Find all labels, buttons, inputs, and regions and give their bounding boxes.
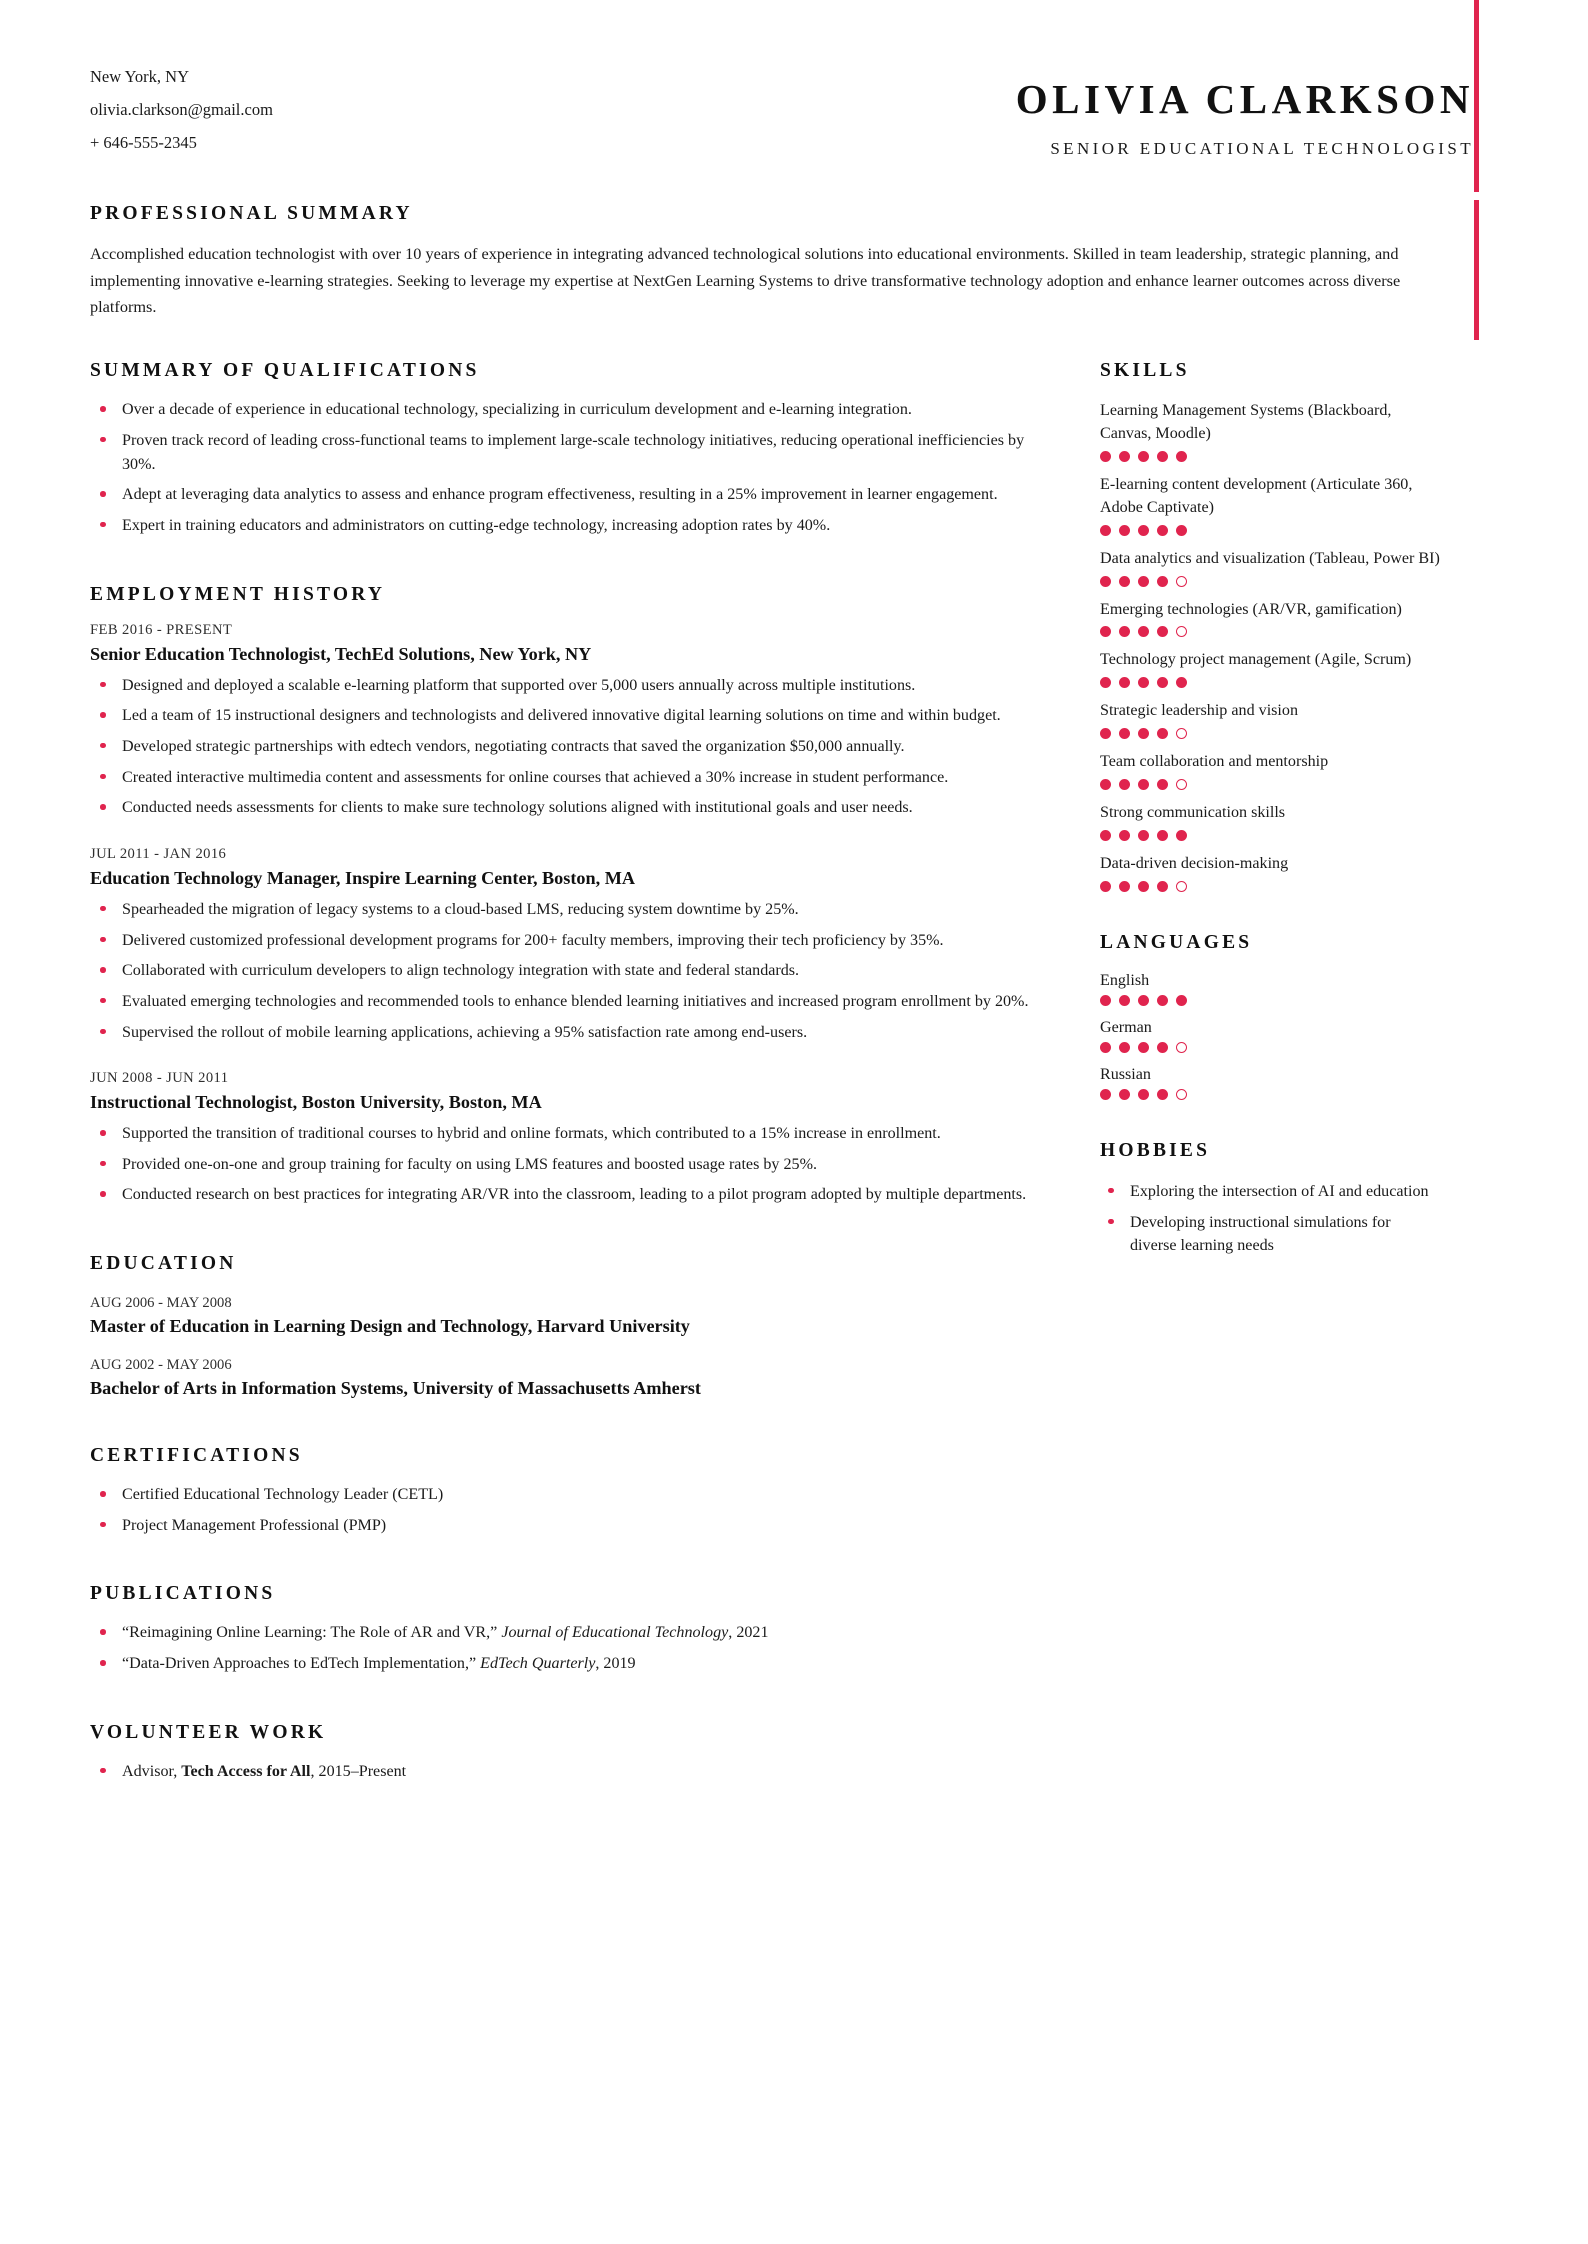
rating-dot xyxy=(1119,626,1130,637)
rating-dot xyxy=(1119,728,1130,739)
rating-dot xyxy=(1157,677,1168,688)
professional-summary-heading: PROFESSIONAL SUMMARY xyxy=(90,203,413,225)
list-item: Collaborated with curriculum developers to align technology integration with state and federal standards. xyxy=(90,959,1060,983)
list-item: Spearheaded the migration of legacy systems to a cloud-based LMS, reducing system downtime by 25%. xyxy=(90,898,1060,922)
volunteer-prefix: Advisor, xyxy=(122,1762,182,1780)
rating-dot xyxy=(1100,881,1111,892)
rating-dot xyxy=(1100,576,1111,587)
languages-section xyxy=(1100,932,1440,1100)
qualifications-heading: SUMMARY OF QUALIFICATIONS xyxy=(90,360,480,382)
rating-dot xyxy=(1138,830,1149,841)
skill-rating xyxy=(1100,576,1440,587)
certifications-section xyxy=(90,1445,1060,1537)
publication-prefix: “Reimagining Online Learning: The Role of AR and VR,” xyxy=(122,1624,502,1642)
rating-dot xyxy=(1138,525,1149,536)
rating-dot xyxy=(1119,1089,1130,1100)
skill-rating xyxy=(1100,525,1440,536)
language-rating xyxy=(1100,1089,1440,1100)
rating-dot xyxy=(1157,881,1168,892)
accent-bar-top xyxy=(1474,0,1479,192)
rating-dot xyxy=(1119,995,1130,1006)
education-entry xyxy=(90,1357,1060,1399)
list-item: Certified Educational Technology Leader (CETL) xyxy=(90,1483,1060,1507)
rating-dot xyxy=(1176,1089,1187,1100)
hobbies-heading: HOBBIES xyxy=(1100,1139,1211,1161)
list-item: Designed and deployed a scalable e-learning platform that supported over 5,000 users annually across multiple institutions. xyxy=(90,674,1060,698)
resume-content xyxy=(0,203,1588,1790)
qualifications-section xyxy=(90,360,1060,537)
skill-label: Strategic leadership and vision xyxy=(1100,702,1298,720)
rating-dot xyxy=(1157,995,1168,1006)
list-item: Evaluated emerging technologies and recommended tools to enhance blended learning initiatives and increased program enrollment by 20%. xyxy=(90,990,1060,1014)
skills-list xyxy=(1100,400,1440,891)
job-title: Education Technology Manager, Inspire Learning Center, Boston, MA xyxy=(90,867,636,888)
rating-dot xyxy=(1176,728,1187,739)
publication-suffix: , 2021 xyxy=(728,1624,769,1642)
rating-dot xyxy=(1119,451,1130,462)
candidate-name: OLIVIA CLARKSON xyxy=(1015,76,1474,122)
rating-dot xyxy=(1157,1042,1168,1053)
skill-rating xyxy=(1100,626,1440,637)
rating-dot xyxy=(1176,881,1187,892)
rating-dot xyxy=(1157,728,1168,739)
rating-dot xyxy=(1100,677,1111,688)
accent-bar-middle xyxy=(1474,200,1479,340)
rating-dot xyxy=(1100,779,1111,790)
rating-dot xyxy=(1157,626,1168,637)
rating-dot xyxy=(1176,626,1187,637)
list-item: Adept at leveraging data analytics to assess and enhance program effectiveness, resulting in a 25% improvement in learner engagement. xyxy=(90,483,1060,507)
rating-dot xyxy=(1100,728,1111,739)
skill-label: E-learning content development (Articulate 360, Adobe Captivate) xyxy=(1100,476,1413,516)
rating-dot xyxy=(1176,779,1187,790)
skill-rating xyxy=(1100,451,1440,462)
language-label: German xyxy=(1100,1018,1152,1036)
rating-dot xyxy=(1100,830,1111,841)
employment-heading: EMPLOYMENT HISTORY xyxy=(90,583,386,605)
language-label: English xyxy=(1100,971,1150,989)
rating-dot xyxy=(1176,1042,1187,1053)
skill-item xyxy=(1100,700,1440,739)
rating-dot xyxy=(1157,576,1168,587)
language-item xyxy=(1100,1019,1440,1053)
skill-rating xyxy=(1100,677,1440,688)
rating-dot xyxy=(1138,677,1149,688)
skill-item xyxy=(1100,802,1440,841)
language-rating xyxy=(1100,1042,1440,1053)
skill-label: Strong communication skills xyxy=(1100,803,1286,821)
list-item: Supervised the rollout of mobile learning applications, achieving a 95% satisfaction rate among end-users. xyxy=(90,1021,1060,1045)
rating-dot xyxy=(1100,1042,1111,1053)
publication-prefix: “Data-Driven Approaches to EdTech Implementation,” xyxy=(122,1655,481,1673)
publications-list xyxy=(90,1621,1060,1675)
employment-section xyxy=(90,584,1060,1208)
education-dates: AUG 2002 - MAY 2006 xyxy=(90,1357,232,1374)
language-item xyxy=(1100,972,1440,1006)
qualifications-list xyxy=(90,398,1060,537)
skill-item xyxy=(1100,649,1440,688)
publication-journal: EdTech Quarterly xyxy=(480,1655,596,1673)
rating-dot xyxy=(1138,451,1149,462)
rating-dot xyxy=(1157,1089,1168,1100)
job-dates: JUL 2011 - JAN 2016 xyxy=(90,845,227,862)
skill-label: Data-driven decision-making xyxy=(1100,854,1289,872)
skills-section xyxy=(1100,360,1440,891)
name-block xyxy=(650,60,1526,159)
job-title: Senior Education Technologist, TechEd Solutions, New York, NY xyxy=(90,643,592,664)
contact-block xyxy=(90,60,650,159)
language-item xyxy=(1100,1066,1440,1100)
list-item: Delivered customized professional development programs for 200+ faculty members, improving their tech proficiency by 35%. xyxy=(90,929,1060,953)
rating-dot xyxy=(1176,576,1187,587)
list-item xyxy=(90,1760,1060,1784)
rating-dot xyxy=(1100,995,1111,1006)
rating-dot xyxy=(1176,451,1187,462)
job-dates: FEB 2016 - PRESENT xyxy=(90,621,233,638)
side-column xyxy=(1100,360,1440,1790)
list-item: Project Management Professional (PMP) xyxy=(90,1514,1060,1538)
publication-suffix: , 2019 xyxy=(595,1655,636,1673)
rating-dot xyxy=(1176,830,1187,841)
list-item xyxy=(90,1621,1060,1645)
skill-item xyxy=(1100,853,1440,892)
list-item: Over a decade of experience in educational technology, specializing in curriculum development and e-learning integration. xyxy=(90,398,1060,422)
job-bullets xyxy=(90,898,1060,1044)
list-item: Led a team of 15 instructional designers and technologists and delivered innovative digital learning solutions on time and within budget. xyxy=(90,704,1060,728)
rating-dot xyxy=(1138,576,1149,587)
rating-dot xyxy=(1138,995,1149,1006)
language-label: Russian xyxy=(1100,1065,1151,1083)
rating-dot xyxy=(1119,881,1130,892)
rating-dot xyxy=(1157,779,1168,790)
rating-dot xyxy=(1119,779,1130,790)
job-bullets xyxy=(90,674,1060,820)
certifications-list xyxy=(90,1483,1060,1537)
list-item: Provided one-on-one and group training for faculty on using LMS features and boosted usage rates by 25%. xyxy=(90,1153,1060,1177)
skill-rating xyxy=(1100,881,1440,892)
skill-item xyxy=(1100,548,1440,587)
job-entry xyxy=(90,622,1060,820)
education-section xyxy=(90,1253,1060,1399)
professional-summary-section xyxy=(90,203,1526,320)
list-item: Proven track record of leading cross-functional teams to implement large-scale technology initiatives, reducing operational inefficiencies by 30%. xyxy=(90,429,1060,476)
list-item: Conducted research on best practices for integrating AR/VR into the classroom, leading to a pilot program adopted by multiple departments. xyxy=(90,1183,1060,1207)
job-entry xyxy=(90,1070,1060,1207)
list-item: Created interactive multimedia content and assessments for online courses that achieved a 30% increase in student performance. xyxy=(90,766,1060,790)
publications-heading: PUBLICATIONS xyxy=(90,1583,276,1605)
rating-dot xyxy=(1176,677,1187,688)
rating-dot xyxy=(1157,830,1168,841)
hobbies-section xyxy=(1100,1140,1440,1258)
contact-phone: + 646-555-2345 xyxy=(90,133,197,152)
rating-dot xyxy=(1138,1089,1149,1100)
skills-heading: SKILLS xyxy=(1100,360,1190,382)
skill-rating xyxy=(1100,830,1440,841)
list-item: Exploring the intersection of AI and education xyxy=(1100,1180,1440,1203)
skill-label: Team collaboration and mentorship xyxy=(1100,753,1329,771)
contact-location: New York, NY xyxy=(90,67,190,86)
skill-item xyxy=(1100,400,1440,462)
rating-dot xyxy=(1176,525,1187,536)
rating-dot xyxy=(1119,677,1130,688)
list-item: Conducted needs assessments for clients to make sure technology solutions aligned with institutional goals and user needs. xyxy=(90,796,1060,820)
professional-summary-text: Accomplished education technologist with over 10 years of experience in integrating advanced technological solutions into educational environments. Skilled in team leadership, strategic planning, and implementing innovative e-learning strategies. Seeking to leverage my expertise at NextGen Learning Systems to drive transformative technology adoption and enhance learner outcomes across diverse platforms. xyxy=(90,244,1401,316)
skill-rating xyxy=(1100,728,1440,739)
list-item: Expert in training educators and administrators on cutting-edge technology, increasing adoption rates by 40%. xyxy=(90,514,1060,538)
volunteer-heading: VOLUNTEER WORK xyxy=(90,1721,327,1743)
main-column xyxy=(90,360,1100,1790)
rating-dot xyxy=(1138,728,1149,739)
certifications-heading: CERTIFICATIONS xyxy=(90,1445,303,1467)
skill-rating xyxy=(1100,779,1440,790)
skill-label: Learning Management Systems (Blackboard, Canvas, Moodle) xyxy=(1100,402,1392,443)
languages-heading: LANGUAGES xyxy=(1100,931,1253,953)
list-item: Developed strategic partnerships with edtech vendors, negotiating contracts that saved the organization $50,000 annually. xyxy=(90,735,1060,759)
language-rating xyxy=(1100,995,1440,1006)
list-item xyxy=(90,1652,1060,1676)
languages-list xyxy=(1100,972,1440,1100)
skill-label: Emerging technologies (AR/VR, gamification) xyxy=(1100,600,1402,618)
skill-label: Technology project management (Agile, Scrum) xyxy=(1100,651,1412,669)
rating-dot xyxy=(1100,451,1111,462)
resume-header xyxy=(0,0,1588,159)
volunteer-section xyxy=(90,1722,1060,1784)
rating-dot xyxy=(1119,830,1130,841)
rating-dot xyxy=(1157,451,1168,462)
education-degree: Bachelor of Arts in Information Systems, University of Massachusetts Amherst xyxy=(90,1378,701,1399)
hobbies-list xyxy=(1100,1180,1440,1258)
rating-dot xyxy=(1138,1042,1149,1053)
rating-dot xyxy=(1100,626,1111,637)
skill-item xyxy=(1100,474,1440,536)
job-entry xyxy=(90,846,1060,1044)
publications-section xyxy=(90,1583,1060,1675)
candidate-title: SENIOR EDUCATIONAL TECHNOLOGIST xyxy=(1050,139,1474,159)
contact-email: olivia.clarkson@gmail.com xyxy=(90,100,273,119)
rating-dot xyxy=(1100,1089,1111,1100)
volunteer-suffix: , 2015–Present xyxy=(310,1762,407,1780)
job-bullets xyxy=(90,1122,1060,1207)
two-column-body xyxy=(90,360,1526,1790)
rating-dot xyxy=(1119,576,1130,587)
rating-dot xyxy=(1119,1042,1130,1053)
list-item: Developing instructional simulations for diverse learning needs xyxy=(1100,1211,1440,1258)
rating-dot xyxy=(1119,525,1130,536)
rating-dot xyxy=(1138,626,1149,637)
rating-dot xyxy=(1138,881,1149,892)
skill-item xyxy=(1100,751,1440,790)
skill-label: Data analytics and visualization (Tableau, Power BI) xyxy=(1100,549,1440,567)
job-dates: JUN 2008 - JUN 2011 xyxy=(90,1070,229,1087)
volunteer-list xyxy=(90,1760,1060,1784)
education-dates: AUG 2006 - MAY 2008 xyxy=(90,1295,232,1312)
publication-journal: Journal of Educational Technology xyxy=(501,1624,729,1642)
rating-dot xyxy=(1100,525,1111,536)
list-item: Supported the transition of traditional courses to hybrid and online formats, which contributed to a 15% increase in enrollment. xyxy=(90,1122,1060,1146)
job-title: Instructional Technologist, Boston University, Boston, MA xyxy=(90,1092,542,1113)
rating-dot xyxy=(1176,995,1187,1006)
rating-dot xyxy=(1138,779,1149,790)
education-degree: Master of Education in Learning Design and Technology, Harvard University xyxy=(90,1316,690,1337)
education-entry xyxy=(90,1295,1060,1337)
education-heading: EDUCATION xyxy=(90,1253,237,1275)
volunteer-org: Tech Access for All xyxy=(181,1762,311,1780)
skill-item xyxy=(1100,599,1440,638)
rating-dot xyxy=(1157,525,1168,536)
